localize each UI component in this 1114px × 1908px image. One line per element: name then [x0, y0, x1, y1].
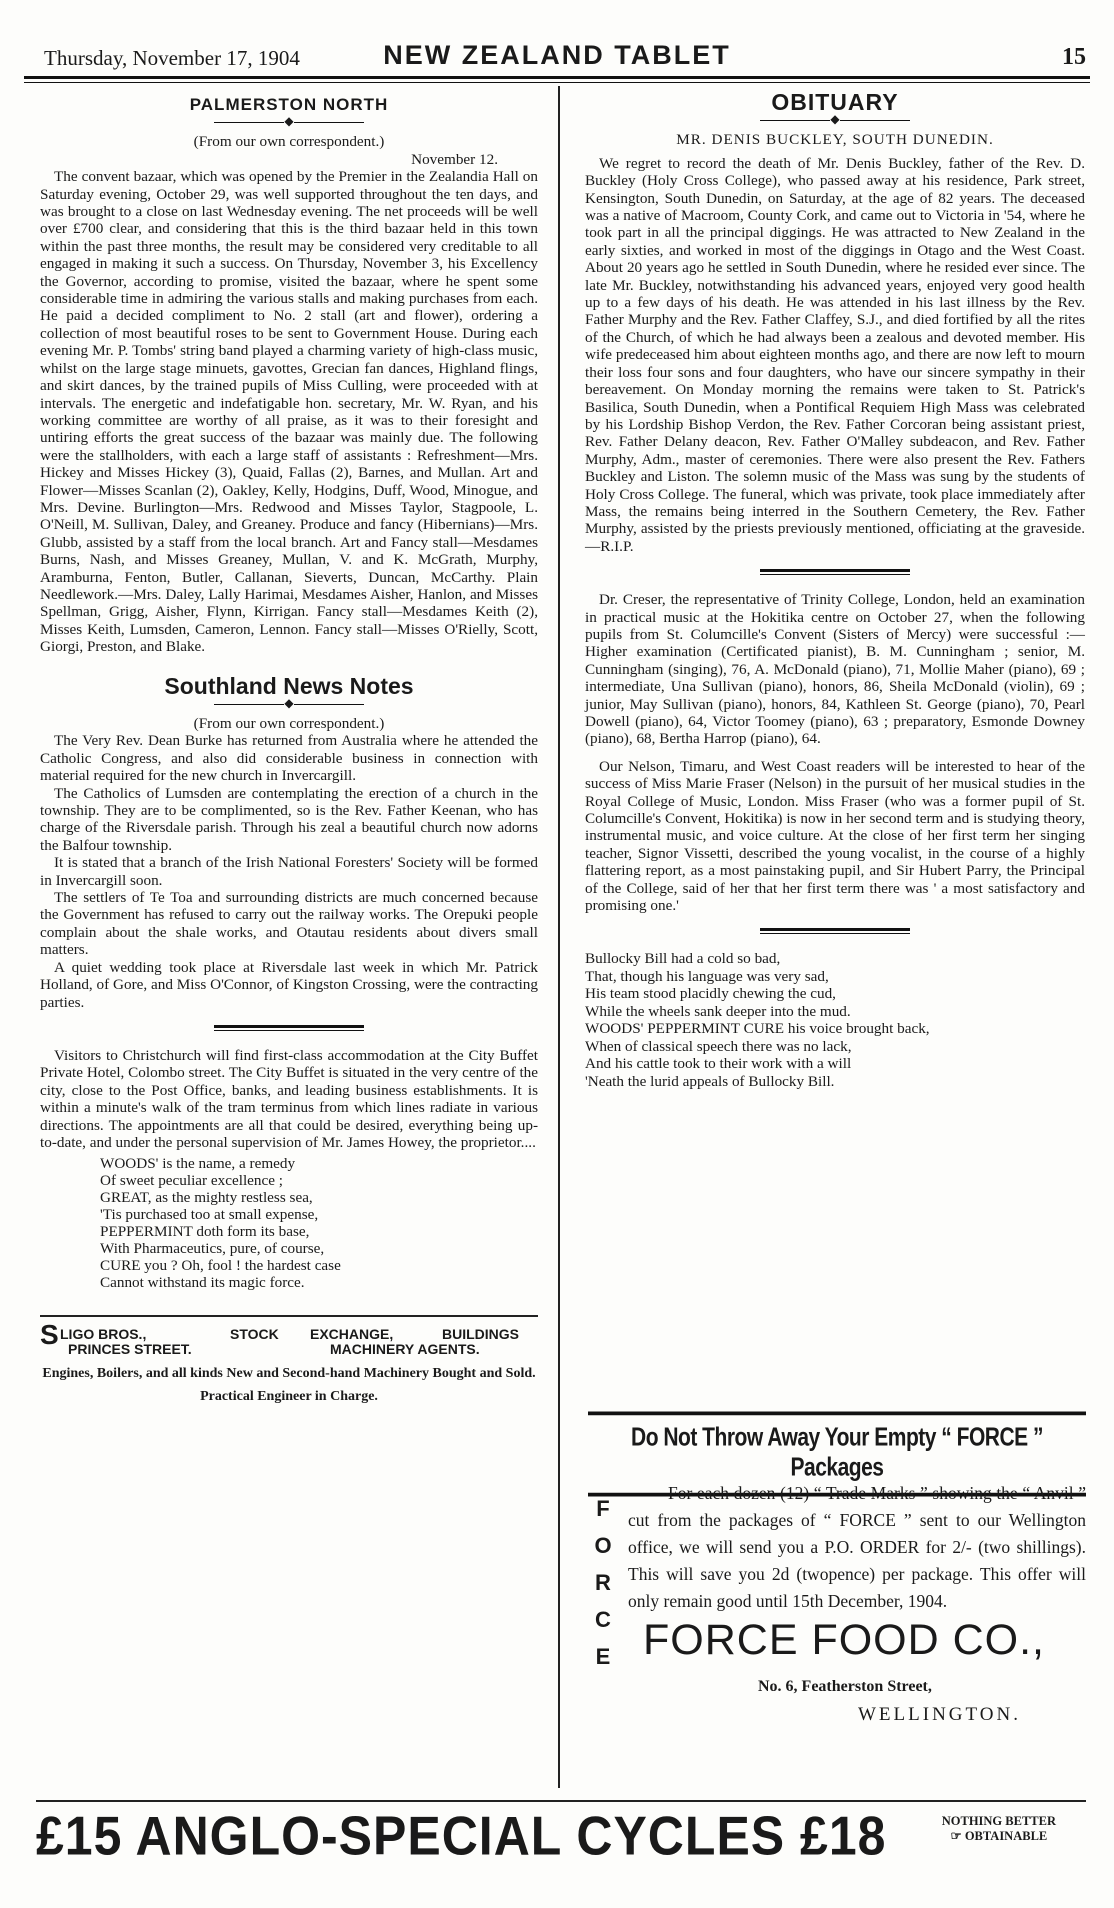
article-source: (From our own correspondent.) [193, 715, 385, 732]
verse-line: When of classical speech there was no lack, [585, 1037, 852, 1055]
advert-text: For each dozen (12) “ Trade Marks ” showing the “ Anvil ” cut from the packages of “ FORCE ” sent to our Wellington office, we will send you a P.O. ORDER for 2/- (two shillings). This will save you 2d (twopence) per package. This offer will only remain good until 15th December, 1904. [628, 1483, 1086, 1611]
verse-line: And his cattle took to their work with a will [585, 1055, 852, 1073]
sligo-stock: STOCK [230, 1326, 279, 1343]
article-paragraph: The Very Rev. Dean Burke has returned from Australia where he attended the Catholic Congress, and also did considerable business in connection with material required for the new church in Invercargill. [40, 732, 538, 785]
section-separator [214, 1025, 364, 1031]
masthead: NEW ZEALAND TABLET [383, 40, 731, 70]
tagline-line: NOTHING BETTER [941, 1814, 1056, 1828]
obituary-article [585, 89, 1085, 555]
sligo-initial: S [40, 1319, 59, 1351]
verse-line: While the wheels sank deeper into the mud. [585, 1002, 851, 1020]
advert-company: FORCE FOOD CO., [643, 1616, 1045, 1664]
header-rule [24, 76, 1090, 79]
force-side-letters [588, 1490, 618, 1675]
sligo-name: LIGO BROS., [60, 1326, 147, 1343]
verse-line: GREAT, as the mighty restless sea, [100, 1189, 313, 1207]
palmerston-north-article [40, 96, 538, 656]
side-letter: C [595, 1607, 611, 1632]
cycles-headline: £15 ANGLO-SPECIAL CYCLES £18 [36, 1805, 887, 1867]
verse-line: Of sweet peculiar excellence ; [100, 1172, 283, 1190]
sligo-buildings: BUILDINGS [442, 1326, 519, 1343]
article-paragraph: It is stated that a branch of the Irish National Foresters' Society will be formed in Invercargill soon. [40, 854, 538, 889]
sligo-exchange: EXCHANGE, [310, 1326, 394, 1343]
ornament-divider: ◆ [40, 115, 538, 127]
side-letter: R [595, 1570, 611, 1595]
section-separator [760, 928, 910, 934]
advert-title: Do Not Throw Away Your Empty “ FORCE ” Packages [588, 1412, 1086, 1497]
cycles-advert [36, 1800, 1086, 1867]
article-heading: Southland News Notes [164, 672, 414, 699]
column-divider [558, 86, 560, 1788]
verse-line: His team stood placidly chewing the cud, [585, 985, 836, 1003]
woods-verse [100, 1155, 538, 1291]
article-paragraph: Our Nelson, Timaru, and West Coast readers will be interested to hear of the success of Miss Marie Fraser (Nelson) in the pursuit of her musical studies in the Royal College of Music, London. Miss Fraser (who was a former pupil of St. Columcille's Convent, Hokitika) is now in her second term and is studying theory, instrumental music, and voice culture. At the close of her first term her singing teacher, Signor Vissetti, described the young vocalist, in the course of a highly flattering report, as a most painstaking pupil, and Sir Hubert Parry, the Principal of the College, said of her that her first term there was ' a most satisfactory and promising one.' [585, 757, 1085, 915]
tagline-line: ☞ OBTAINABLE [950, 1829, 1048, 1843]
right-column [585, 89, 1085, 1090]
music-exam-article [585, 591, 1085, 914]
city-buffet-notice [40, 1047, 538, 1291]
advert-address: No. 6, Featherston Street, [758, 1678, 932, 1695]
article-paragraph: Dr. Creser, the representative of Trinity College, London, held an examination in practical music at the Hokitika centre on October 27, when the following pupils from St. Columcille's Convent (Sisters of Mercy) were successful :—Higher examination (Certificated pianist), B. M. Cunningham ; senior, M. Cunningham (singing), 76, A. McDonald (piano), 71, Mollie Maher (piano), 69 ; intermediate, Una Sullivan (piano), honors, 86, Sheila McDonald (violin), 69 ; junior, May Sullivan (piano), honors, 84, Kathleen St. George (piano), 70, Pearl Dowell (piano), 64, Victor Toomey (piano), 63 ; preparatory, Esmonde Downey (piano), 68, Bertha Harrop (piano), 64. [585, 591, 1085, 748]
verse-line: Cannot withstand its magic force. [100, 1274, 305, 1292]
cycles-tagline [942, 1814, 1056, 1844]
sligo-line: Engines, Boilers, and all kinds New and Second-hand Machinery Bought and Sold. [42, 1366, 536, 1382]
header-rule-thin [24, 82, 1090, 83]
verse-line: Bullocky Bill had a cold so bad, [585, 950, 781, 968]
verse-line: With Pharmaceutics, pure, of course, [100, 1240, 325, 1258]
side-letter: F [596, 1496, 610, 1521]
article-heading: PALMERSTON NORTH [189, 95, 389, 114]
force-food-advert [588, 1420, 1086, 1792]
bullocky-verse [585, 950, 1085, 1090]
article-source: (From our own correspondent.) [193, 133, 385, 151]
verse-line: PEPPERMINT doth form its base, [100, 1223, 310, 1241]
side-letter: O [594, 1533, 612, 1558]
verse-line: WOODS' is the name, a remedy [100, 1155, 296, 1173]
issue-date: Thursday, November 17, 1904 [44, 46, 300, 70]
article-paragraph: The Catholics of Lumsden are contemplating the erection of a church in the township. They are to be complimented, so is the Rev. Father Keenan, who has charge of the Riversdale parish. Through his zeal a beautiful church now adorns the Balfour township. [40, 784, 538, 854]
section-separator [760, 569, 910, 575]
article-body: The convent bazaar, which was opened by the Premier in the Zealandia Hall on Saturday evening, October 29, was well supported throughout the ten days, and was brought to a close on last Wednesday evening. The net proceeds will be well over £700 clear, and considering that this is the third bazaar held in this town within the past three months, the result may be considered very creditable to all engaged in making it such a success. On Thursday, November 3, his Excellency the Governor, according to promise, visited the bazaar, where he spent some considerable time in admiring the various stalls and making purchases from each. He paid a decided compliment to No. 2 stall (art and flower), ordering a collection of most beautiful roses to be sent to Government House. During each evening Mr. P. Tombs' string band played a charming variety of high-class music, whilst on the large stage minuets, gavottes, Grecian fan dances, Highland flings, and skirt dances, by the trained pupils of Miss Culling, were proceeded with at intervals. The energetic and indefatigable hon. secretary, Mr. W. Ryan, and his working committee are worthy of all praise, as it was to their foresight and untiring efforts the great success of the bazaar was mainly due. The following were the stallholders, with each a large staff of assistants : Refreshment—Mrs. Hickey and Misses Hickey (3), Quaid, Fallas (2), Barnes, and Mullan. Art and Flower—Misses Scanlan (2), Oakley, Kelly, Hodgins, Duff, Wood, Minogue, and Mrs. Devine. Burlington—Mrs. Redwood and Misses Taylor, Stagpoole, L. O'Neill, M. Sullivan, Daley, and Greaney. Produce and fancy (Hibernians)—Mrs. Glubb, assisted by a staff from the local branch. Art and Fancy stall—Mesdames Burns, Nash, and Misses Greaney, Mullan, V. and K. McGrath, Murphy, Aramburna, Fenton, Butler, Callanan, Sieverts, Duncan, McCarthy. Plain Needlework.—Mrs. Daley, Lally Harimai, Mesdames Aisher, Hanlon, and Misses Spellman, Grigg, Aisher, Flynn, Kirrigan. Fancy stall—Mesdames Keith (2), Misses Keith, Lumsden, Cameron, Lennon. Fancy stall—Misses O'Rielly, Scott, Giorgi, Preston, and Blake. [40, 168, 538, 656]
ornament-divider: ◆ [585, 113, 1085, 125]
left-column [40, 92, 538, 1405]
notice-paragraph: Visitors to Christchurch will find first-class accommodation at the City Buffet Private Hotel, Colombo street. The City Buffet is situated in the very centre of the city, close to the Post Office, banks, and leading business establishments. It is within a minute's walk of the tram terminus from which lines radiate in various directions. The appointments are all that could be desired, everything being up-to-date, and under the personal supervision of Mr. James Howey, the proprietor.... [40, 1046, 538, 1151]
verse-line: WOODS' PEPPERMINT CURE his voice brought back, [585, 1020, 930, 1038]
side-letter: E [595, 1644, 611, 1669]
sligo-bros-advert [40, 1315, 538, 1405]
article-subheading: MR. DENIS BUCKLEY, SOUTH DUNEDIN. [676, 131, 994, 149]
verse-line: 'Neath the lurid appeals of Bullocky Bill. [585, 1072, 835, 1090]
page-header [24, 40, 1090, 74]
article-paragraph: A quiet wedding took place at Riversdale last week in which Mr. Patrick Holland, of Gore, and Miss O'Connor, of Kingston Crossing, were the contracting parties. [40, 958, 538, 1011]
sligo-address: PRINCES STREET. [68, 1341, 192, 1358]
advert-city: WELLINGTON. [858, 1704, 1021, 1725]
article-body: We regret to record the death of Mr. Denis Buckley, father of the Rev. D. Buckley (Holy Cross College), who passed away at his residence, Park street, Kensington, South Dunedin, on Saturday, at the age of 82 years. The deceased was a native of Macroom, County Cork, and came out to Victoria in '54, where he took part in all the principal diggings. He was attracted to New Zealand in the early sixties, and worked in most of the diggings in Otago and the West Coast. About 20 years ago he settled in South Dunedin, where he resided ever since. The late Mr. Buckley, notwithstanding his advanced years, enjoyed very good health up to a few days of his death. He was attended in his last illness by the Rev. Father Murphy and the Rev. Father Claffey, S.J., and died fortified by all the rites of the Church, of which he had always been a zealous and devoted member. His wife predeceased him about eighteen months ago, and there are now left to mourn their loss four sons and four daughters, who have our sincere sympathy in their bereavement. On Monday morning the remains were taken to St. Patrick's Basilica, South Dunedin, when a Pontifical Requiem High Mass was celebrated by his Lordship Bishop Verdon, the Rev. Father Corcoran being assistant priest, Rev. Father Delany deacon, Rev. Father O'Malley subdeacon, and Rev. Father Murphy, Adm., master of ceremonies. There were also present the Rev. Fathers Buckley and Liston. The solemn music of the Mass was sung by the students of Holy Cross College. The funeral, which was private, took place immediately after Mass, the remains being interred in the Southern Cemetery, the Rev. Father Murphy, assisted by the priests previously mentioned, officiating at the graveside.—R.I.P. [585, 154, 1085, 555]
verse-line: 'Tis purchased too at small expense, [100, 1206, 319, 1224]
verse-line: That, though his language was very sad, [585, 967, 829, 985]
sligo-agents: MACHINERY AGENTS. [330, 1341, 480, 1358]
verse-line: CURE you ? Oh, fool ! the hardest case [100, 1257, 341, 1275]
ornament-divider: ◆ [40, 697, 538, 709]
southland-article [40, 672, 538, 1011]
article-paragraph: The settlers of Te Toa and surrounding districts are much concerned because the Government has refused to carry out the railway works. The Orepuki people complain about the shale works, and Otautau residents about divers small matters. [40, 889, 538, 959]
sligo-line: Practical Engineer in Charge. [200, 1389, 378, 1405]
article-dateline: November 12. [411, 150, 498, 168]
page-number: 15 [1062, 44, 1086, 70]
article-heading: OBITUARY [771, 89, 899, 115]
